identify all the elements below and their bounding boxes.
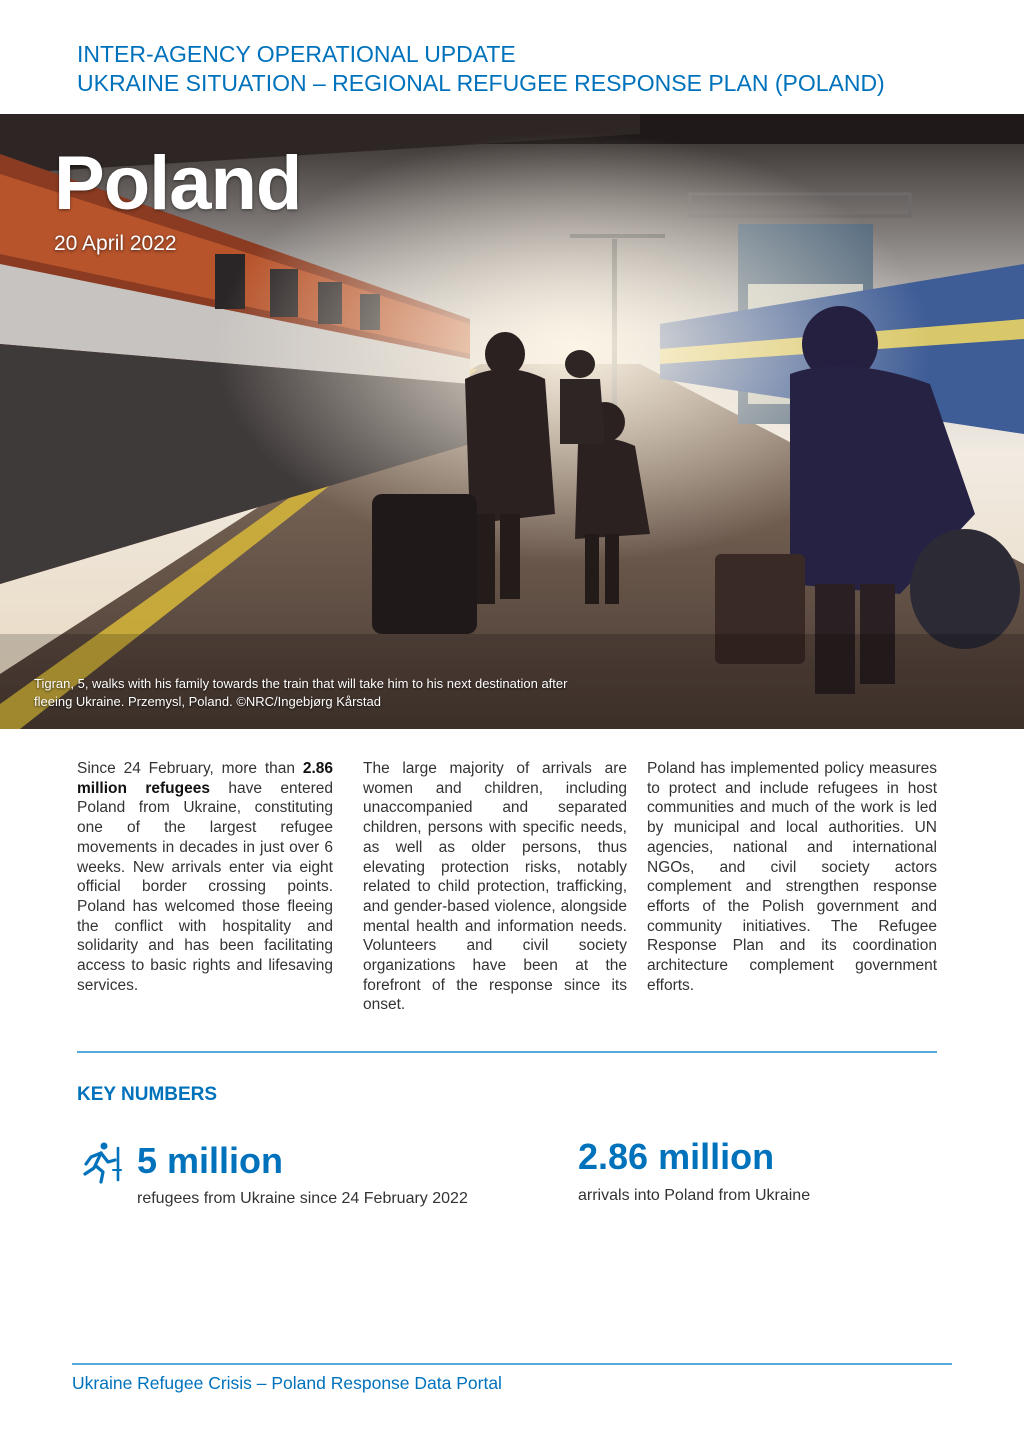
key-number-arrivals-value: 2.86 million	[578, 1136, 775, 1177]
photo-caption: Tigran, 5, walks with his family towards the train that will take him to his next destination after fleeing Ukraine. Przemysl, Poland. ©NRC/Ingebjørg Kårstad	[34, 676, 568, 709]
report-type: INTER-AGENCY OPERATIONAL UPDATE	[77, 41, 516, 67]
report-subtitle: UKRAINE SITUATION – REGIONAL REFUGEE RESPONSE PLAN (POLAND)	[77, 70, 885, 96]
intro-column-2: The large majority of arrivals are women and children, including unaccompanied and separated children, persons with specific needs, as well as older persons, thus elevating protection risks, notably related to child protection, trafficking, and gender-based violence, alongside mental health and information needs. Volunteers and civil society organizations have been at the forefront of the response since its onset.	[363, 760, 627, 1014]
intro-highlight: 2.86 million refugees	[77, 760, 333, 797]
intro-text-start: Since 24 February, more than	[77, 760, 303, 777]
refugee-running-icon	[77, 1140, 123, 1186]
hero-title: Poland	[54, 141, 302, 226]
key-number-arrivals-label: arrivals into Poland from Ukraine	[578, 1187, 811, 1204]
intro-text-end: have entered Poland from Ukraine, constituting one of the largest refugee movements in decades in just over 6 weeks. New arrivals enter via eight official border crossing points. Poland has welcomed those fleeing the conflict with hospitality and solidarity and has been facilitating access to basic rights and lifesaving services.	[77, 779, 333, 994]
hero-date: 20 April 2022	[54, 232, 177, 255]
intro-column-1	[77, 759, 333, 995]
data-portal-link[interactable]: Ukraine Refugee Crisis – Poland Response Data Portal	[72, 1373, 502, 1393]
key-numbers-title: KEY NUMBERS	[77, 1084, 218, 1105]
footer-divider	[72, 1363, 952, 1365]
hero-photo	[0, 114, 1024, 729]
key-number-refugees-label: refugees from Ukraine since 24 February 2022	[137, 1190, 468, 1207]
intro-column-3: Poland has implemented policy measures to protect and include refugees in host communities and much of the work is led by municipal and local authorities. UN agencies, national and international NGOs, and civil society actors complement and strengthen response efforts of the Polish government and community initiatives. The Refugee Response Plan and its coordination architecture complement government efforts.	[647, 760, 937, 994]
section-divider	[77, 1051, 937, 1053]
key-number-refugees-value: 5 million	[137, 1140, 284, 1181]
report-header	[77, 40, 885, 98]
